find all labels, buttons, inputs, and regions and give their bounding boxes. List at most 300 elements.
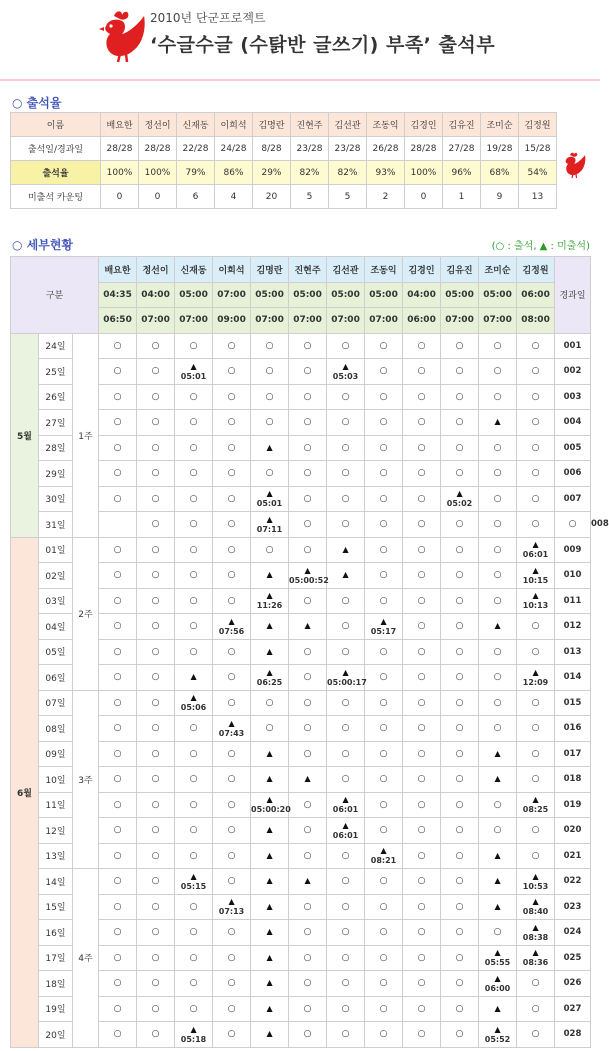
- attended-mark: ○: [289, 996, 327, 1022]
- attended-mark: ○: [403, 614, 441, 640]
- attended-mark: ○: [517, 690, 555, 716]
- attended-mark: ○: [517, 1022, 555, 1048]
- page-subtitle: 2010년 단군프로젝트: [150, 11, 266, 25]
- attended-mark: ○: [99, 690, 137, 716]
- day-label: 24일: [39, 333, 73, 359]
- arrival-time: 08:40: [522, 907, 549, 917]
- attended-mark: ○: [517, 333, 555, 359]
- attended-mark: ○: [289, 333, 327, 359]
- attended-mark: ○: [365, 767, 403, 793]
- miss-value: 5: [291, 185, 329, 209]
- attended-mark: ○: [137, 486, 175, 512]
- attended-mark: ○: [403, 996, 441, 1022]
- absent-mark: [251, 486, 289, 512]
- absent-mark: [213, 716, 251, 742]
- attended-mark: ○: [99, 945, 137, 971]
- end-time: 07:00: [365, 308, 403, 334]
- day-label: 05일: [39, 639, 73, 665]
- triangle-icon: ▲: [266, 952, 273, 962]
- triangle-icon: ▲: [266, 646, 273, 656]
- member-name: 김명란: [251, 257, 289, 283]
- end-time: 06:00: [403, 308, 441, 334]
- detail-section-title: ○ 세부현황: [12, 238, 74, 252]
- arrival-time: 06:01: [332, 830, 359, 840]
- attended-mark: ○: [99, 1022, 137, 1048]
- attended-mark: ○: [137, 716, 175, 742]
- attended-mark: ○: [289, 894, 327, 920]
- elapsed-day-number: 004: [555, 410, 591, 436]
- elapsed-day-number: 017: [555, 741, 591, 767]
- attended-mark: ○: [517, 971, 555, 997]
- attended-mark: ○: [403, 1022, 441, 1048]
- triangle-icon: ▲: [190, 693, 197, 703]
- absent-mark: [213, 614, 251, 640]
- end-time: 07:00: [327, 308, 365, 334]
- attended-mark: ○: [251, 716, 289, 742]
- attended-mark: ○: [251, 410, 289, 436]
- attended-mark: ○: [137, 537, 175, 563]
- absent-mark: [517, 588, 555, 614]
- attended-mark: ○: [137, 1022, 175, 1048]
- absent-mark: [251, 614, 289, 640]
- attended-mark: ○: [175, 843, 213, 869]
- elapsed-day-number: 006: [555, 461, 591, 487]
- week-label: 1주: [73, 333, 99, 537]
- attended-mark: ○: [289, 818, 327, 844]
- attended-mark: ○: [137, 971, 175, 997]
- absent-mark: [251, 767, 289, 793]
- attended-mark: ○: [365, 996, 403, 1022]
- triangle-icon: ▲: [532, 565, 539, 575]
- name-label: 이름: [11, 113, 101, 137]
- attended-mark: ○: [213, 563, 251, 589]
- attended-mark: ○: [99, 741, 137, 767]
- end-time: 07:00: [289, 308, 327, 334]
- attended-mark: ○: [479, 384, 517, 410]
- days-value: 26/28: [367, 137, 405, 161]
- absent-mark: [251, 792, 289, 818]
- triangle-icon: ▲: [342, 795, 349, 805]
- attended-mark: ○: [99, 410, 137, 436]
- absent-mark: [517, 665, 555, 691]
- absent-mark: [289, 614, 327, 640]
- attended-mark: ○: [517, 359, 555, 385]
- arrival-time: 06:00: [484, 983, 511, 993]
- attended-mark: ○: [99, 435, 137, 461]
- end-time: 07:00: [175, 308, 213, 334]
- miss-value: 13: [519, 185, 557, 209]
- week-label: 3주: [73, 690, 99, 869]
- summary-section-title: ○ 출석율: [12, 96, 62, 110]
- attended-mark: ○: [251, 690, 289, 716]
- absent-mark: [479, 767, 517, 793]
- attended-mark: ○: [175, 333, 213, 359]
- attended-mark: ○: [441, 1022, 479, 1048]
- triangle-icon: ▲: [342, 820, 349, 830]
- rate-label: 출석율: [11, 161, 101, 185]
- week-label: 4주: [73, 869, 99, 1048]
- attended-mark: ○: [365, 333, 403, 359]
- member-name: 신재동: [177, 113, 215, 137]
- triangle-icon: ▲: [494, 1024, 501, 1034]
- attended-mark: ○: [403, 869, 441, 895]
- attended-mark: ○: [99, 767, 137, 793]
- days-value: 15/28: [519, 137, 557, 161]
- attended-mark: ○: [327, 996, 365, 1022]
- day-row: [11, 869, 591, 895]
- elapsed-day-number: 026: [555, 971, 591, 997]
- elapsed-day-number: 019: [555, 792, 591, 818]
- attended-mark: ○: [99, 920, 137, 946]
- member-name: 정선이: [137, 257, 175, 283]
- attended-mark: ○: [213, 945, 251, 971]
- attended-mark: ○: [289, 945, 327, 971]
- end-time: 07:00: [479, 308, 517, 334]
- attended-mark: ○: [441, 741, 479, 767]
- rate-value: 100%: [101, 161, 139, 185]
- arrival-time: 05:18: [180, 1034, 207, 1044]
- absent-mark: [365, 843, 403, 869]
- days-label: 출석일/경과일: [11, 137, 101, 161]
- absent-mark: [517, 945, 555, 971]
- start-time: 05:00: [365, 282, 403, 308]
- rate-value: 93%: [367, 161, 405, 185]
- attended-mark: ○: [365, 359, 403, 385]
- absent-mark: [479, 1022, 517, 1048]
- attended-mark: ○: [137, 818, 175, 844]
- rate-value: 86%: [215, 161, 253, 185]
- member-name: 이희석: [215, 113, 253, 137]
- month-label: 5월: [11, 333, 39, 537]
- miss-value: 5: [329, 185, 367, 209]
- attended-mark: ○: [175, 410, 213, 436]
- attended-mark: ○: [175, 588, 213, 614]
- attended-mark: ○: [441, 410, 479, 436]
- days-value: 23/28: [291, 137, 329, 161]
- absent-mark: [175, 869, 213, 895]
- attended-mark: ○: [213, 869, 251, 895]
- attended-mark: ○: [517, 996, 555, 1022]
- attended-mark: ○: [213, 996, 251, 1022]
- week-blank: [99, 512, 137, 538]
- attended-mark: ○: [175, 614, 213, 640]
- attended-mark: ○: [137, 869, 175, 895]
- attended-mark: ○: [517, 410, 555, 436]
- attended-mark: ○: [175, 818, 213, 844]
- summary-rate-row: [11, 161, 557, 185]
- attended-mark: ○: [327, 920, 365, 946]
- triangle-icon: ▲: [304, 565, 311, 575]
- attended-mark: ○: [175, 512, 213, 538]
- attended-mark: ○: [365, 869, 403, 895]
- attended-mark: ○: [175, 792, 213, 818]
- day-label: 09일: [39, 741, 73, 767]
- attended-mark: ○: [403, 359, 441, 385]
- attended-mark: ○: [479, 665, 517, 691]
- triangle-icon: ▲: [532, 922, 539, 932]
- attended-mark: ○: [289, 512, 327, 538]
- start-time: 04:00: [403, 282, 441, 308]
- absent-mark: [213, 894, 251, 920]
- attended-mark: ○: [213, 359, 251, 385]
- arrival-time: 08:38: [522, 932, 549, 942]
- attended-mark: ○: [327, 333, 365, 359]
- attended-mark: ○: [175, 767, 213, 793]
- triangle-icon: ▲: [266, 1003, 273, 1013]
- attended-mark: ○: [403, 588, 441, 614]
- attended-mark: ○: [137, 384, 175, 410]
- miss-value: 4: [215, 185, 253, 209]
- attended-mark: ○: [403, 512, 441, 538]
- arrival-time: 05:55: [484, 958, 511, 968]
- triangle-icon: ▲: [228, 718, 235, 728]
- arrival-time: 05:52: [484, 1034, 511, 1044]
- start-time: 05:00: [289, 282, 327, 308]
- elapsed-day-number: 021: [555, 843, 591, 869]
- attended-mark: ○: [175, 741, 213, 767]
- attended-mark: ○: [289, 410, 327, 436]
- miss-value: 2: [367, 185, 405, 209]
- absent-mark: [517, 792, 555, 818]
- arrival-time: 06:01: [522, 550, 549, 560]
- triangle-icon: ▲: [494, 850, 501, 860]
- elapsed-day-number: 016: [555, 716, 591, 742]
- triangle-icon: ▲: [266, 591, 273, 601]
- day-label: 17일: [39, 945, 73, 971]
- day-label: 03일: [39, 588, 73, 614]
- days-value: 23/28: [329, 137, 367, 161]
- attended-mark: ○: [99, 665, 137, 691]
- elapsed-day-number: 001: [555, 333, 591, 359]
- attended-mark: ○: [327, 741, 365, 767]
- triangle-icon: ▲: [380, 616, 387, 626]
- miss-value: 0: [101, 185, 139, 209]
- attendance-summary-table: [10, 112, 557, 209]
- rate-value: 82%: [291, 161, 329, 185]
- attended-mark: ○: [365, 588, 403, 614]
- arrival-time: 05:01: [256, 499, 283, 509]
- day-row: [11, 537, 591, 563]
- end-time: 07:00: [137, 308, 175, 334]
- attended-mark: ○: [213, 588, 251, 614]
- attended-mark: ○: [403, 639, 441, 665]
- arrival-time: 10:53: [522, 881, 549, 891]
- attended-mark: ○: [403, 384, 441, 410]
- attended-mark: ○: [327, 869, 365, 895]
- end-time: 07:00: [251, 308, 289, 334]
- attended-mark: ○: [289, 384, 327, 410]
- attended-mark: ○: [365, 486, 403, 512]
- absent-mark: [251, 741, 289, 767]
- miss-value: 9: [481, 185, 519, 209]
- absent-mark: [175, 690, 213, 716]
- attended-mark: ○: [99, 333, 137, 359]
- absent-mark: [175, 1022, 213, 1048]
- member-name: 김유진: [443, 113, 481, 137]
- day-label: 25일: [39, 359, 73, 385]
- attended-mark: ○: [213, 843, 251, 869]
- attended-mark: ○: [175, 716, 213, 742]
- member-name: 정선이: [139, 113, 177, 137]
- attended-mark: ○: [327, 945, 365, 971]
- start-time: 05:00: [251, 282, 289, 308]
- member-name: 조미순: [481, 113, 519, 137]
- attended-mark: ○: [365, 920, 403, 946]
- attended-mark: ○: [327, 894, 365, 920]
- attended-mark: ○: [137, 435, 175, 461]
- attended-mark: ○: [213, 767, 251, 793]
- day-label: 13일: [39, 843, 73, 869]
- attended-mark: ○: [213, 333, 251, 359]
- rate-value: 82%: [329, 161, 367, 185]
- elapsed-day-number: 023: [555, 894, 591, 920]
- page-header: [0, 0, 600, 80]
- attended-mark: ○: [517, 843, 555, 869]
- elapsed-day-number: 009: [555, 537, 591, 563]
- attended-mark: ○: [137, 665, 175, 691]
- triangle-icon: ▲: [266, 489, 273, 499]
- attended-mark: ○: [327, 435, 365, 461]
- attended-mark: ○: [517, 818, 555, 844]
- days-value: 19/28: [481, 137, 519, 161]
- attended-mark: ○: [517, 639, 555, 665]
- attended-mark: ○: [403, 486, 441, 512]
- attended-mark: ○: [137, 461, 175, 487]
- absent-mark: [251, 665, 289, 691]
- month-label: 6월: [11, 537, 39, 1047]
- attended-mark: ○: [403, 690, 441, 716]
- attended-mark: ○: [251, 333, 289, 359]
- days-value: 22/28: [177, 137, 215, 161]
- rooster-mark-icon: [561, 150, 587, 180]
- attended-mark: ○: [365, 792, 403, 818]
- rate-value: 54%: [519, 161, 557, 185]
- elapsed-day-number: 024: [555, 920, 591, 946]
- arrival-time: 07:43: [218, 728, 245, 738]
- attended-mark: ○: [175, 486, 213, 512]
- attended-mark: ○: [137, 920, 175, 946]
- miss-value: 1: [443, 185, 481, 209]
- attended-mark: ○: [99, 588, 137, 614]
- attended-mark: ○: [213, 741, 251, 767]
- absent-mark: [441, 486, 479, 512]
- member-name: 조동익: [365, 257, 403, 283]
- attended-mark: ○: [479, 359, 517, 385]
- day-label: 06일: [39, 665, 73, 691]
- rate-value: 100%: [139, 161, 177, 185]
- attended-mark: ○: [213, 639, 251, 665]
- absent-mark: [479, 996, 517, 1022]
- triangle-icon: ▲: [304, 876, 311, 886]
- attended-mark: ○: [365, 461, 403, 487]
- attended-mark: ○: [441, 945, 479, 971]
- attended-mark: ○: [403, 741, 441, 767]
- summary-name-row: [11, 113, 557, 137]
- attended-mark: ○: [175, 461, 213, 487]
- triangle-icon: ▲: [494, 876, 501, 886]
- attended-mark: ○: [441, 588, 479, 614]
- absent-mark: [479, 843, 517, 869]
- member-name: 진현주: [289, 257, 327, 283]
- elapsed-day-number: 020: [555, 818, 591, 844]
- attended-mark: ○: [213, 461, 251, 487]
- day-label: 12일: [39, 818, 73, 844]
- absent-mark: [251, 639, 289, 665]
- attended-mark: ○: [441, 384, 479, 410]
- triangle-icon: ▲: [532, 540, 539, 550]
- attended-mark: ○: [137, 767, 175, 793]
- attended-mark: ○: [99, 384, 137, 410]
- attended-mark: ○: [327, 843, 365, 869]
- attended-mark: ○: [99, 537, 137, 563]
- attended-mark: ○: [365, 639, 403, 665]
- day-label: 28일: [39, 435, 73, 461]
- elapsed-day-number: 027: [555, 996, 591, 1022]
- attended-mark: ○: [517, 384, 555, 410]
- member-name: 신재동: [175, 257, 213, 283]
- absent-mark: [327, 665, 365, 691]
- triangle-icon: ▲: [266, 442, 273, 452]
- attended-mark: ○: [251, 537, 289, 563]
- attended-mark: ○: [517, 435, 555, 461]
- absent-mark: [517, 920, 555, 946]
- absent-mark: [251, 971, 289, 997]
- elapsed-day-number: 013: [555, 639, 591, 665]
- attended-mark: ○: [289, 486, 327, 512]
- arrival-time: 07:56: [218, 626, 245, 636]
- attended-mark: ○: [441, 614, 479, 640]
- attended-mark: ○: [251, 359, 289, 385]
- days-value: 8/28: [253, 137, 291, 161]
- attended-mark: ○: [403, 767, 441, 793]
- elapsed-day-number: 015: [555, 690, 591, 716]
- end-time: 06:50: [99, 308, 137, 334]
- attendance-detail-table: [10, 256, 609, 1048]
- attended-mark: ○: [403, 945, 441, 971]
- day-label: 26일: [39, 384, 73, 410]
- day-label: 31일: [39, 512, 73, 538]
- miss-value: 0: [139, 185, 177, 209]
- absent-mark: [175, 359, 213, 385]
- attended-mark: ○: [99, 359, 137, 385]
- attended-mark: ○: [441, 563, 479, 589]
- attended-mark: ○: [555, 512, 591, 538]
- summary-miss-row: [11, 185, 557, 209]
- arrival-time: 05:03: [332, 371, 359, 381]
- elapsed-day-number: 005: [555, 435, 591, 461]
- attended-mark: ○: [289, 920, 327, 946]
- attended-mark: ○: [251, 461, 289, 487]
- attended-mark: ○: [365, 384, 403, 410]
- absent-mark: [251, 894, 289, 920]
- triangle-icon: ▲: [228, 616, 235, 626]
- absent-mark: [289, 767, 327, 793]
- attended-mark: ○: [175, 537, 213, 563]
- attended-mark: ○: [479, 333, 517, 359]
- end-time: 08:00: [517, 308, 555, 334]
- attended-mark: ○: [517, 512, 555, 538]
- triangle-icon: ▲: [190, 361, 197, 371]
- day-label: 11일: [39, 792, 73, 818]
- attended-mark: ○: [289, 435, 327, 461]
- attended-mark: ○: [327, 588, 365, 614]
- days-value: 28/28: [101, 137, 139, 161]
- arrival-time: 12:09: [522, 677, 549, 687]
- triangle-icon: ▲: [494, 417, 501, 427]
- triangle-icon: ▲: [266, 901, 273, 911]
- miss-value: 20: [253, 185, 291, 209]
- triangle-icon: ▲: [532, 948, 539, 958]
